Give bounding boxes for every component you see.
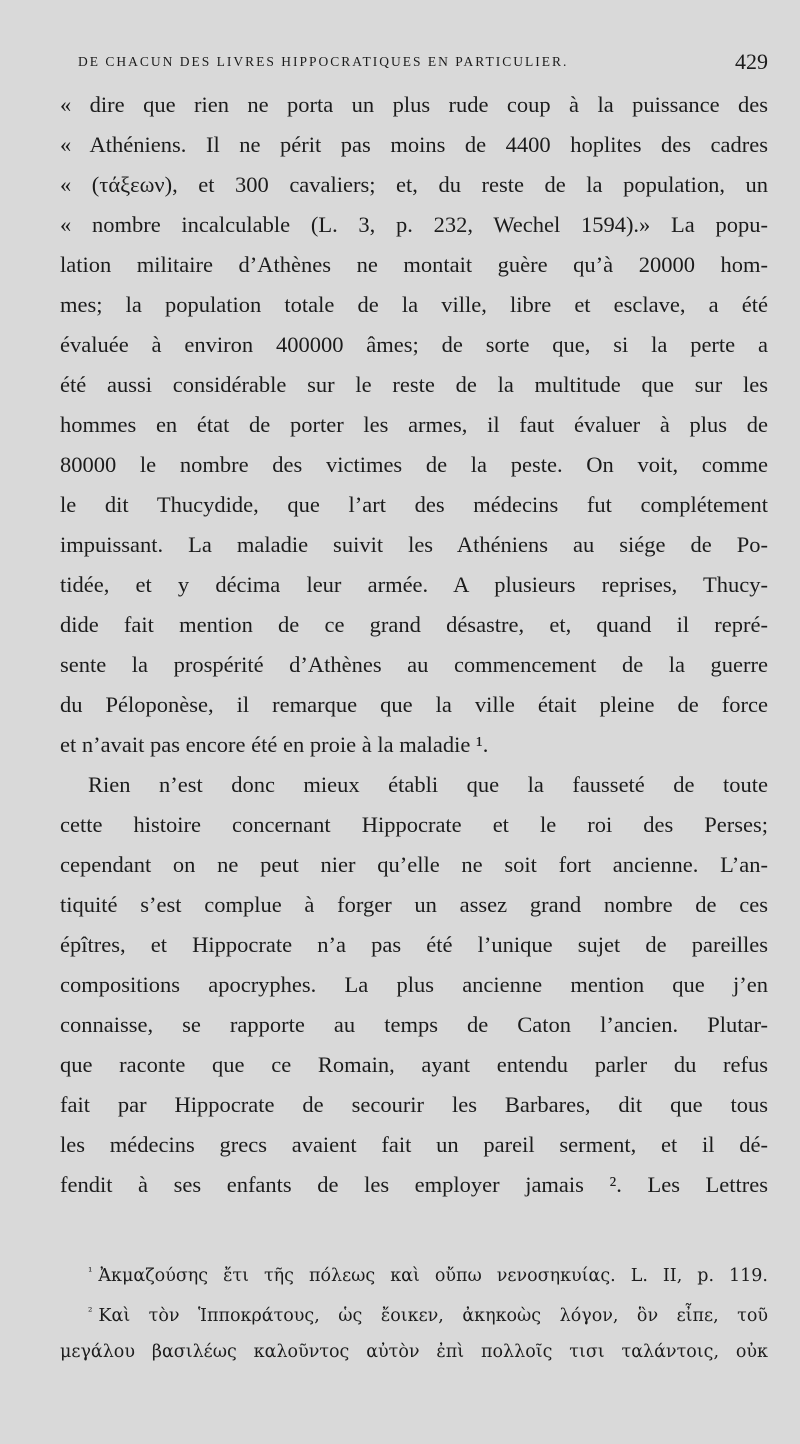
text-line: « Athéniens. Il ne périt pas moins de 4400 hoplites des cadres xyxy=(60,132,768,157)
footnote-marker: ¹ xyxy=(88,1265,93,1278)
footnote-marker: ² xyxy=(88,1305,93,1318)
text-line: épîtres, et Hippocrate n’a pas été l’unique sujet de pareilles xyxy=(60,932,768,957)
text-line: hommes en état de porter les armes, il faut évaluer à plus de xyxy=(60,412,768,437)
text-line: lation militaire d’Athènes ne montait guère qu’à 20000 hom- xyxy=(60,252,768,277)
text-line: Rien n’est donc mieux établi que la fausseté de toute xyxy=(88,772,768,797)
text-line: 80000 le nombre des victimes de la peste. On voit, comme xyxy=(60,452,768,477)
text-line: fendit à ses enfants de les employer jamais ². Les Lettres xyxy=(60,1172,768,1197)
text-line: « nombre incalculable (L. 3, p. 232, Wechel 1594).» La popu- xyxy=(60,212,768,237)
text-line: du Péloponèse, il remarque que la ville était pleine de force xyxy=(60,692,768,717)
text-line: sente la prospérité d’Athènes au commencement de la guerre xyxy=(60,652,768,677)
text-line: été aussi considérable sur le reste de la multitude que sur les xyxy=(60,372,768,397)
text-line: dide fait mention de ce grand désastre, et, quand il repré- xyxy=(60,612,768,637)
footnote-2 xyxy=(60,1292,768,1332)
page-number: 429 xyxy=(735,49,768,74)
footnote-text: Καὶ τὸν Ἱπποκράτους, ὡς ἔοικεν, ἀκηκοὼς λόγον, ὃν εἶπε, τοῦ xyxy=(98,1306,768,1326)
text-line: évaluée à environ 400000 âmes; de sorte que, si la perte a xyxy=(60,332,768,357)
text-line: tidée, et y décima leur armée. A plusieurs reprises, Thucy- xyxy=(60,572,768,597)
text-line: connaisse, se rapporte au temps de Caton l’ancien. Plutar- xyxy=(60,1012,768,1037)
text-line: fait par Hippocrate de secourir les Barbares, dit que tous xyxy=(60,1092,768,1117)
running-head xyxy=(78,42,768,82)
text-line: « dire que rien ne porta un plus rude coup à la puissance des xyxy=(60,92,768,117)
footnote-text: Ἀκμαζούσης ἔτι τῆς πόλεως καὶ οὔπω νενοσηκυίας. L. II, p. 119. xyxy=(98,1266,768,1286)
text-line: compositions apocryphes. La plus ancienne mention que j’en xyxy=(60,972,768,997)
footnotes xyxy=(60,1252,768,1372)
text-line: cette histoire concernant Hippocrate et le roi des Perses; xyxy=(60,812,768,837)
text-line: mes; la population totale de la ville, libre et esclave, a été xyxy=(60,292,768,317)
text-line: que raconte que ce Romain, ayant entendu parler du refus xyxy=(60,1052,768,1077)
text-line: « (τάξεων), et 300 cavaliers; et, du reste de la population, un xyxy=(60,172,768,197)
text-line: cependant on ne peut nier qu’elle ne soit fort ancienne. L’an- xyxy=(60,852,768,877)
body-text xyxy=(60,85,768,1205)
text-line: les médecins grecs avaient fait un pareil serment, et il dé- xyxy=(60,1132,768,1157)
text-line: tiquité s’est complue à forger un assez grand nombre de ces xyxy=(60,892,768,917)
text-line: le dit Thucydide, que l’art des médecins fut complétement xyxy=(60,492,768,517)
footnote-2-continued: μεγάλου βασιλέως καλοῦντος αὐτὸν ἐπὶ πολλοῖς τισι ταλάντοις, οὐκ xyxy=(60,1342,768,1362)
running-title: DE CHACUN DES LIVRES HIPPOCRATIQUES EN PARTICULIER. xyxy=(78,54,569,69)
text-line: impuissant. La maladie suivit les Athéniens au siége de Po- xyxy=(60,532,768,557)
text-line: et n’avait pas encore été en proie à la maladie ¹. xyxy=(60,732,489,757)
footnote-1 xyxy=(60,1252,768,1292)
